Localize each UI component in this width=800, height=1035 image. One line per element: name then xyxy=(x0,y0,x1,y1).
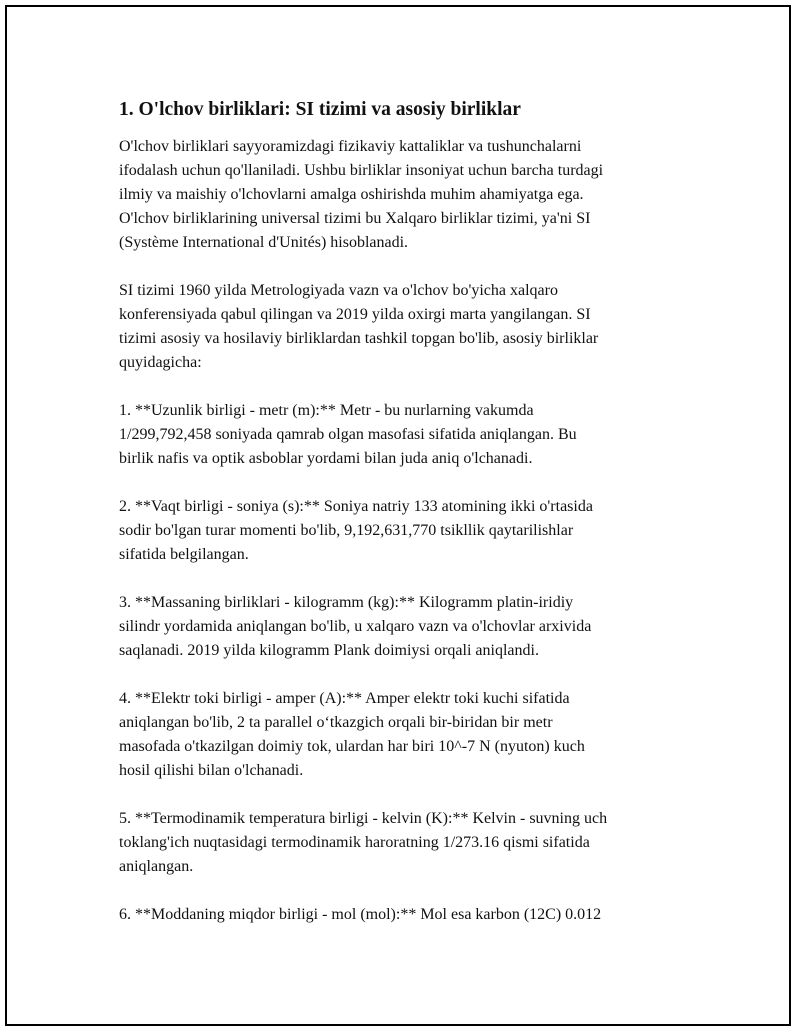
paragraph-intro: O'lchov birliklari sayyoramizdagi fizikaviy kattaliklar va tushunchalarni ifodalash uchun qo'llaniladi. Ushbu birliklar insoniyat uchun barcha turdagi ilmiy va maishiy o'lchovlarni amalga oshirishda muhim ahamiyatga ega. O'lchov birliklarining universal tizimi bu Xalqaro birliklar tizimi, ya'ni SI (Système International d'Unités) hisoblanadi. xyxy=(119,138,604,251)
list-item-mass: 3. **Massaning birliklari - kilogramm (kg):** Kilogramm platin-iridiy silindr yordamida aniqlangan bo'lib, u xalqaro vazn va o'lchovlar arxivida saqlanadi. 2019 yilda kilogramm Plank doimiysi orqali aniqlandi. xyxy=(119,594,592,659)
document-content xyxy=(119,97,699,927)
section-heading: 1. O'lchov birliklari: SI tizimi va asosiy birliklar xyxy=(119,99,521,120)
document-page xyxy=(5,5,791,1026)
list-item-temperature: 5. **Termodinamik temperatura birligi - kelvin (K):** Kelvin - suvning uch toklang'ich nuqtasidagi termodinamik haroratning 1/273.16 qismi sifatida aniqlangan. xyxy=(119,810,608,875)
list-item-time: 2. **Vaqt birligi - soniya (s):** Soniya natriy 133 atomining ikki o'rtasida sodir bo'lgan turar momenti bo'lib, 9,192,631,770 tsikllik qaytarilishlar sifatida belgilangan. xyxy=(119,498,593,563)
list-item-current: 4. **Elektr toki birligi - amper (A):** Amper elektr toki kuchi sifatida aniqlangan bo'lib, 2 ta parallel o‘tkazgich orqali bir-biridan bir metr masofada o'tkazilgan doimiy tok, ulardan har biri 10^-7 N (nyuton) kuch hosil qilishi bilan o'lchanadi. xyxy=(119,690,585,779)
paragraph-si-history: SI tizimi 1960 yilda Metrologiyada vazn va o'lchov bo'yicha xalqaro konferensiyada qabul qilingan va 2019 yilda oxirgi marta yangilangan. SI tizimi asosiy va hosilaviy birliklardan tashkil topgan bo'lib, asosiy birliklar quyidagicha: xyxy=(119,282,599,371)
list-item-length: 1. **Uzunlik birligi - metr (m):** Metr - bu nurlarning vakumda 1/299,792,458 soniyada qamrab olgan masofasi sifatida aniqlangan. Bu birlik nafis va optik asboblar yordami bilan juda aniq o'lchanadi. xyxy=(119,402,577,467)
list-item-amount: 6. **Moddaning miqdor birligi - mol (mol):** Mol esa karbon (12C) 0.012 xyxy=(119,906,602,923)
